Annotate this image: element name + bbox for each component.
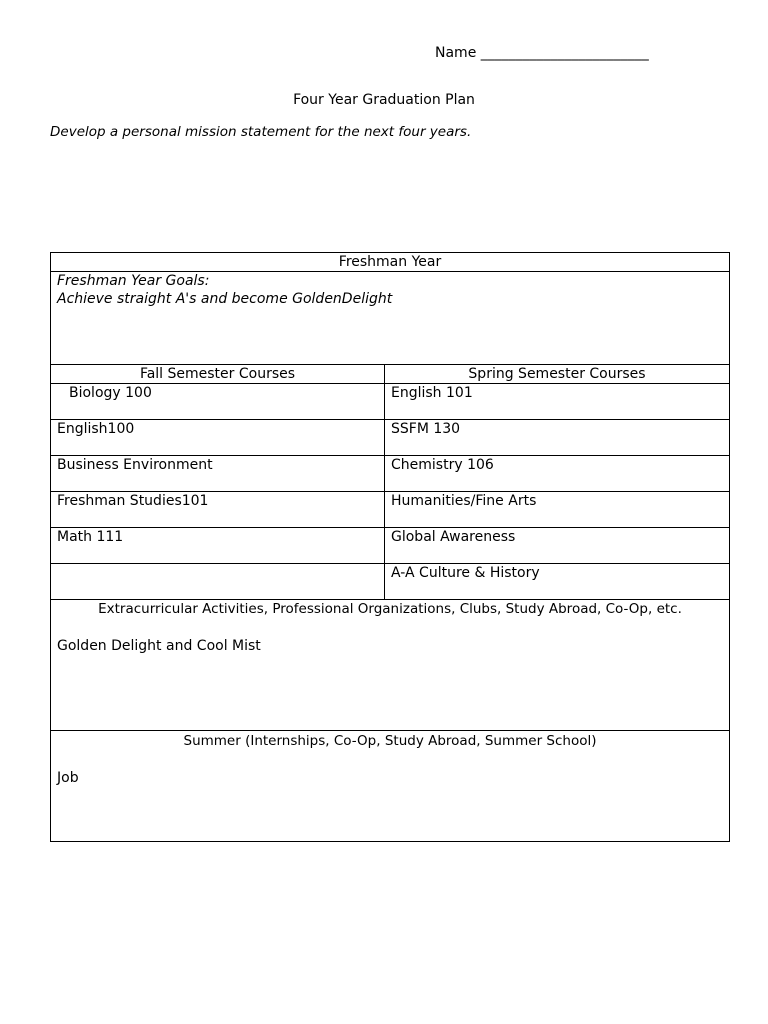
spring-course: Chemistry 106 [385, 456, 730, 492]
fall-course: Freshman Studies101 [51, 492, 385, 528]
course-row [51, 528, 730, 564]
year-title: Freshman Year [51, 253, 730, 272]
fall-course: Business Environment [51, 456, 385, 492]
spring-course: Global Awareness [385, 528, 730, 564]
fall-course: Math 111 [51, 528, 385, 564]
fall-course: English100 [51, 420, 385, 456]
freshman-year-table [50, 252, 730, 842]
course-row [51, 384, 730, 420]
page-title: Four Year Graduation Plan [293, 92, 475, 108]
course-row [51, 492, 730, 528]
name-field-label: Name ________________________ [435, 45, 649, 61]
goals-label: Freshman Year Goals: [57, 273, 210, 289]
spring-course: SSFM 130 [385, 420, 730, 456]
course-row [51, 564, 730, 600]
course-row [51, 420, 730, 456]
spring-course: A-A Culture & History [385, 564, 730, 600]
fall-semester-header: Fall Semester Courses [51, 365, 385, 384]
goals-text: Achieve straight A's and become GoldenDelight [57, 291, 393, 307]
fall-course [51, 564, 385, 600]
extracurricular-text: Golden Delight and Cool Mist [57, 638, 261, 654]
spring-course: English 101 [385, 384, 730, 420]
goals-cell [51, 272, 730, 365]
spring-semester-header: Spring Semester Courses [385, 365, 730, 384]
extracurricular-cell [51, 600, 730, 731]
course-row [51, 456, 730, 492]
summer-cell [51, 731, 730, 842]
extracurricular-header: Extracurricular Activities, Professional Organizations, Clubs, Study Abroad, Co-Op, etc. [98, 601, 682, 617]
summer-header: Summer (Internships, Co-Op, Study Abroad, Summer School) [183, 733, 597, 749]
mission-statement-prompt: Develop a personal mission statement for the next four years. [50, 124, 472, 140]
fall-course: Biology 100 [51, 384, 385, 420]
spring-course: Humanities/Fine Arts [385, 492, 730, 528]
summer-text: Job [57, 770, 79, 786]
